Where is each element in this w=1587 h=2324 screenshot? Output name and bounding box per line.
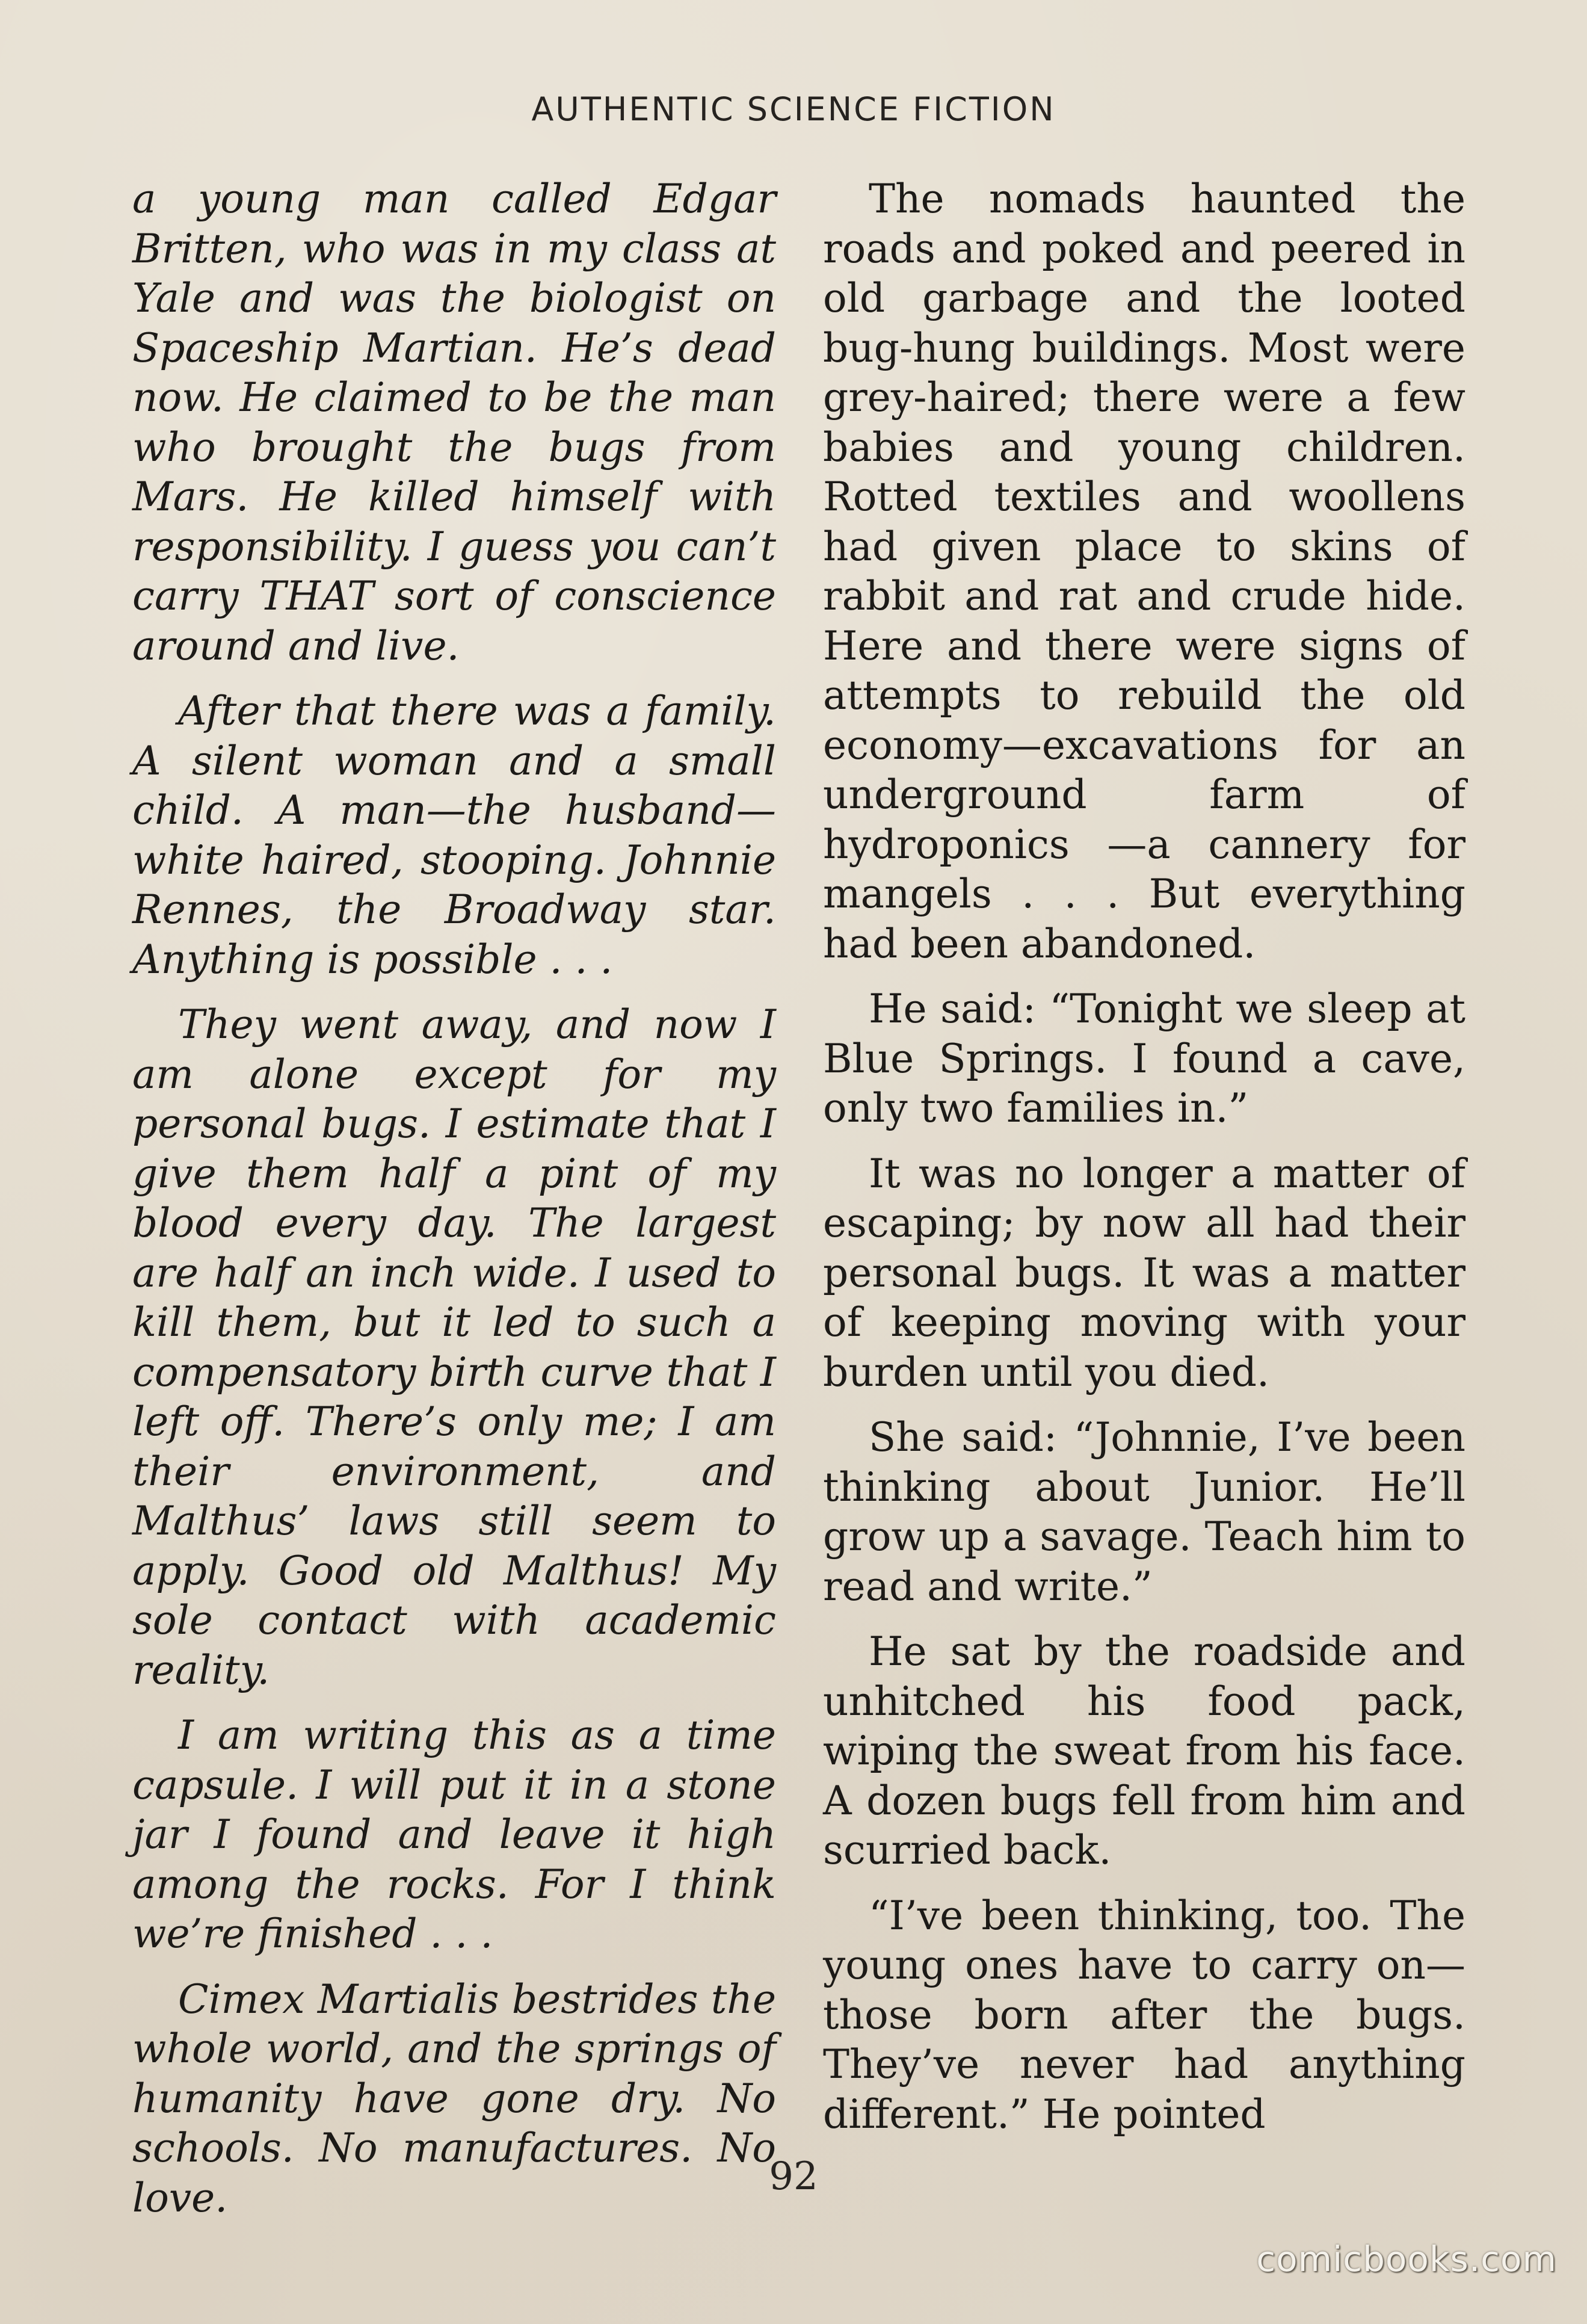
left-column <box>132 175 776 2221</box>
right-paragraph-5: He sat by the roadside and unhitched his food pack, wiping the sweat from his face. A dozen bugs fell from him and scurried back. <box>823 1628 1465 1873</box>
left-paragraph-1: a young man called Edgar Britten, who was in my class at Yale and was the biologist on Spaceship Martian. He’s dead now. He claimed to be the man who brought the bugs from Mars. He killed himself with responsibility. I guess you can’t carry THAT sort of conscience around and live. <box>132 176 776 669</box>
right-paragraph-3: It was no longer a matter of escaping; by now all had their personal bugs. It was a matter of keeping moving with your burden until you died. <box>823 1150 1465 1395</box>
left-paragraph-2: After that there was a family. A silent woman and a small child. A man—the husband—white haired, stooping. Johnnie Rennes, the Broadway star. Anything is possible . . . <box>132 688 776 983</box>
right-paragraph-1: The nomads haunted the roads and poked and peered in old garbage and the looted bug-hung buildings. Most were grey-haired; there were a few babies and young children. Rotted textiles and woollens had given place to skins of rabbit and rat and crude hide. Here and there were signs of attempts to rebuild the old economy—excavations for an underground farm of hydroponics —a cannery for mangels . . . But everything had been abandoned. <box>823 176 1465 967</box>
page-number: 92 <box>769 2154 818 2199</box>
right-paragraph-2: He said: “Tonight we sleep at Blue Springs. I found a cave, only two families in.” <box>823 986 1465 1131</box>
right-paragraph-4: She said: “Johnnie, I’ve been thinking about Junior. He’ll grow up a savage. Teach him to read and write.” <box>823 1414 1465 1610</box>
left-paragraph-4: I am writing this as a time capsule. I will put it in a stone jar I found and leave it high among the rocks. For I think we’re finished . . . <box>132 1712 776 1957</box>
left-paragraph-5: Cimex Martialis bestrides the whole world, and the springs of humanity have gone dry. No schools. No manufactures. No love. <box>132 1976 776 2221</box>
right-paragraph-6: “I’ve been thinking, too. The young ones have to carry on—those born after the bugs. They’ve never had anything different.” He pointed <box>823 1892 1465 2137</box>
running-head: AUTHENTIC SCIENCE FICTION <box>531 90 1056 128</box>
left-paragraph-3: They went away, and now I am alone except for my personal bugs. I estimate that I give them half a pint of my blood every day. The largest are half an inch wide. I used to kill them, but it led to such a compensatory birth curve that I left off. There’s only me; I am their environment, and Malthus’ laws still seem to apply. Good old Malthus! My sole contact with academic reality. <box>132 1001 776 1693</box>
watermark: comicbooks.com <box>1256 2239 1557 2279</box>
right-column <box>823 175 1465 2137</box>
